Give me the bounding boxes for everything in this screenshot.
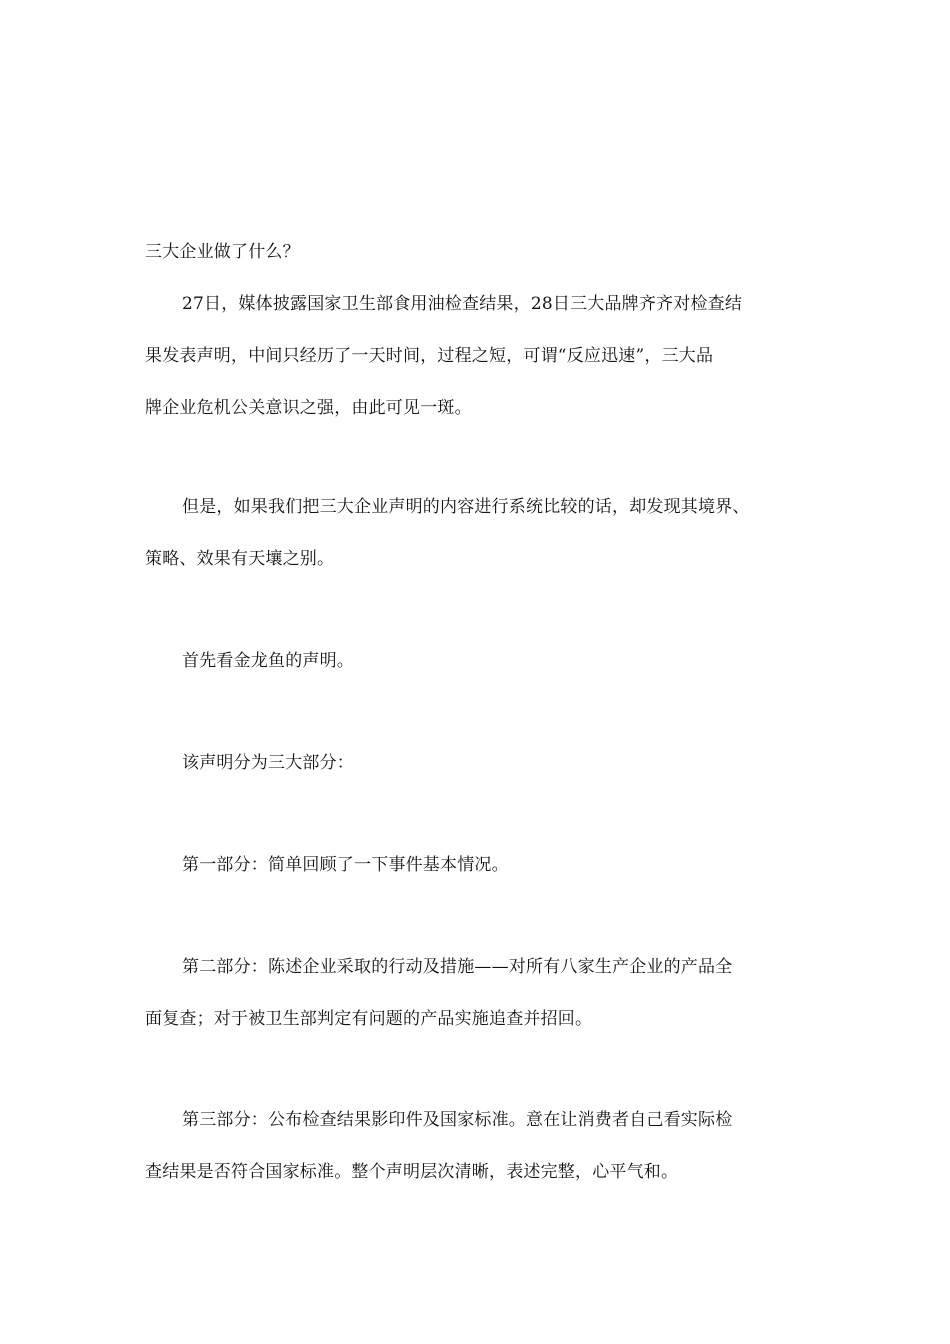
paragraph-line: 第一部分：简单回顾了一下事件基本情况。: [182, 855, 509, 875]
paragraph-line: 但是，如果我们把三大企业声明的内容进行系统比较的话，却发现其境界、: [182, 497, 750, 517]
paragraph-line: 查结果是否符合国家标准。整个声明层次清晰，表述完整，心平气和。: [145, 1162, 679, 1182]
paragraph-line: 面复查；对于被卫生部判定有问题的产品实施追查并招回。: [145, 1009, 593, 1029]
paragraph-line: 第二部分：陈述企业采取的行动及措施——对所有八家生产企业的产品全: [182, 957, 733, 977]
paragraph-line: 果发表声明，中间只经历了一天时间，过程之短，可谓“反应迅速”，三大品: [145, 346, 714, 366]
paragraph-line: 第三部分：公布检查结果影印件及国家标准。意在让消费者自己看实际检: [182, 1110, 733, 1130]
paragraph-line: 牌企业危机公关意识之强，由此可见一斑。: [145, 398, 472, 418]
document-heading: 三大企业做了什么？: [145, 242, 300, 262]
paragraph-line: 该声明分为三大部分：: [182, 753, 354, 773]
paragraph-line: 策略、效果有天壤之别。: [145, 549, 335, 569]
paragraph-line: 首先看金龙鱼的声明。: [182, 651, 354, 671]
paragraph-line: 27日，媒体披露国家卫生部食用油检查结果，28日三大品牌齐齐对检查结: [182, 294, 743, 314]
